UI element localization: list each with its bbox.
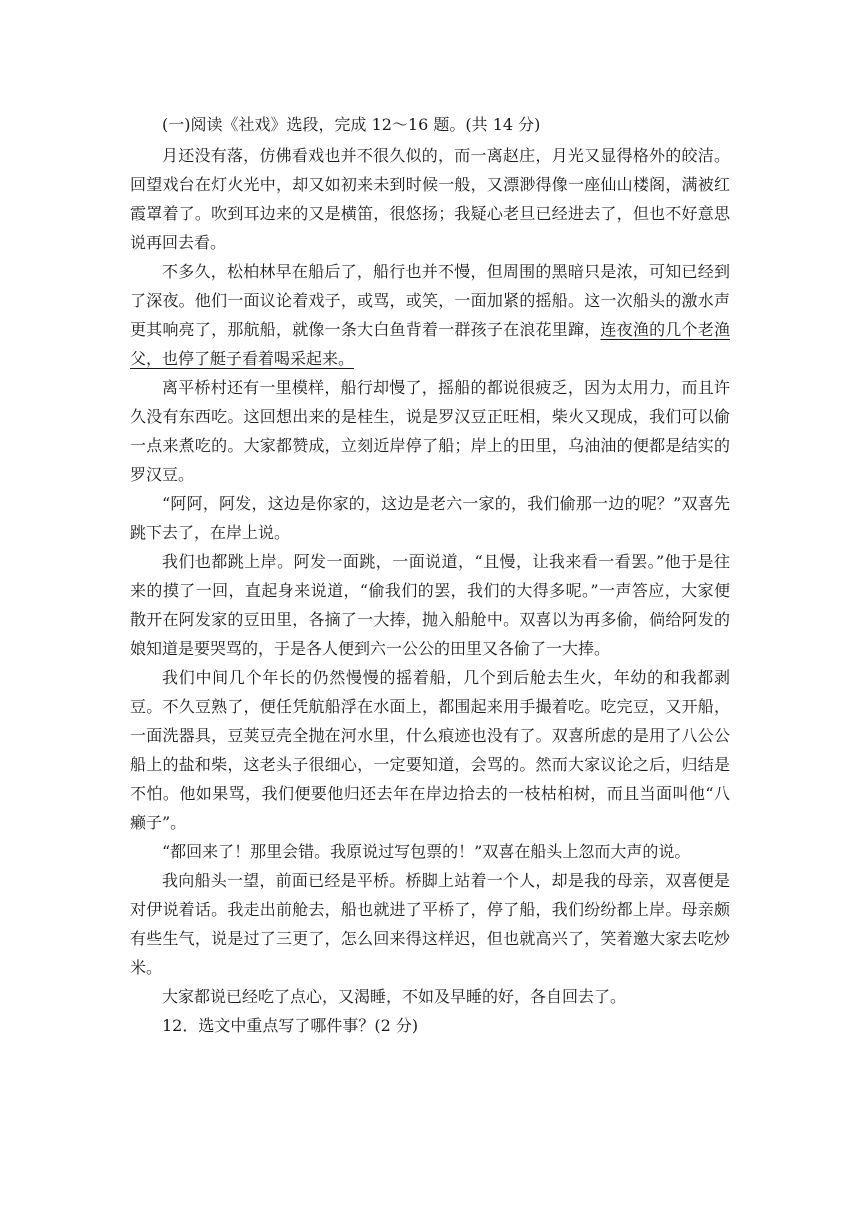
paragraph-5: 我们也都跳上岸。阿发一面跳，一面说道，“且慢，让我来看一看罢。”他于是往来的摸了一回，直起身来说道，“偷我们的罢，我们的大得多呢。”一声答应，大家便散开在阿发家的豆田里，各摘了一大捧，抛入船舱中。双喜以为再多偷，倘给阿发的娘知道是要哭骂的，于是各人便到六一公公的田里又各偷了一大捧。 [130, 552, 730, 658]
paragraph-2-text: 不多久，松柏林早在船后了，船行也并不慢，但周围的黑暗只是浓，可知已经到了深夜。他们一面议论着戏子，或骂，或笑，一面加紧的摇船。这一次船头的激水声更其响亮了，那航船，就像一条大白鱼背着一群孩子在浪花里蹿， [130, 262, 730, 339]
section-heading: (一)阅读《社戏》选段，完成 12～16 题。(共 14 分) [162, 115, 541, 134]
paragraph-3: 离平桥村还有一里模样，船行却慢了，摇船的都说很疲乏，因为太用力，而且许久没有东西吃。这回想出来的是桂生，说是罗汉豆正旺相，柴火又现成，我们可以偷一点来煮吃的。大家都赞成，立刻近岸停了船；岸上的田里，乌油油的便都是结实的罗汉豆。 [130, 378, 730, 484]
paragraph-2 [130, 257, 730, 373]
document-page [130, 110, 730, 1040]
paragraph-4: “阿阿，阿发，这边是你家的，这边是老六一家的，我们偷那一边的呢？”双喜先跳下去了，在岸上说。 [130, 494, 730, 542]
underlined-sentence: 连夜渔的几个老渔父，也停了艇子看着喝采起来。 [130, 320, 730, 368]
paragraph-1: 月还没有落，仿佛看戏也并不很久似的，而一离赵庄，月光又显得格外的皎洁。回望戏台在灯火光中，却又如初来未到时候一般，又漂渺得像一座仙山楼阁，满被红霞罩着了。吹到耳边来的又是横笛，很悠扬；我疑心老旦已经进去了，但也不好意思说再回去看。 [130, 146, 730, 252]
paragraph-7: “都回来了！那里会错。我原说过写包票的！”双喜在船头上忽而大声的说。 [162, 842, 691, 861]
paragraph-6: 我们中间几个年长的仍然慢慢的摇着船，几个到后舱去生火，年幼的和我都剥豆。不久豆熟了，便任凭航船浮在水面上，都围起来用手撮着吃。吃完豆，又开船，一面洗器具，豆荚豆壳全抛在河水里，什么痕迹也没有了。双喜所虑的是用了八公公船上的盐和柴，这老头子很细心，一定要知道，会骂的。然而大家议论之后，归结是不怕。他如果骂，我们便要他归还去年在岸边拾去的一枝枯桕树，而且当面叫他“八癞子”。 [130, 668, 730, 832]
paragraph-8: 我向船头一望，前面已经是平桥。桥脚上站着一个人，却是我的母亲，双喜便是对伊说着话。我走出前舱去，船也就进了平桥了，停了船，我们纷纷都上岸。母亲颇有些生气，说是过了三更了，怎么回来得这样迟，但也就高兴了，笑着邀大家去吃炒米。 [130, 871, 730, 977]
paragraph-9: 大家都说已经吃了点心，又渴睡，不如及早睡的好，各自回去了。 [162, 987, 627, 1006]
question-12: 12．选文中重点写了哪件事？(2 分) [162, 1016, 419, 1035]
